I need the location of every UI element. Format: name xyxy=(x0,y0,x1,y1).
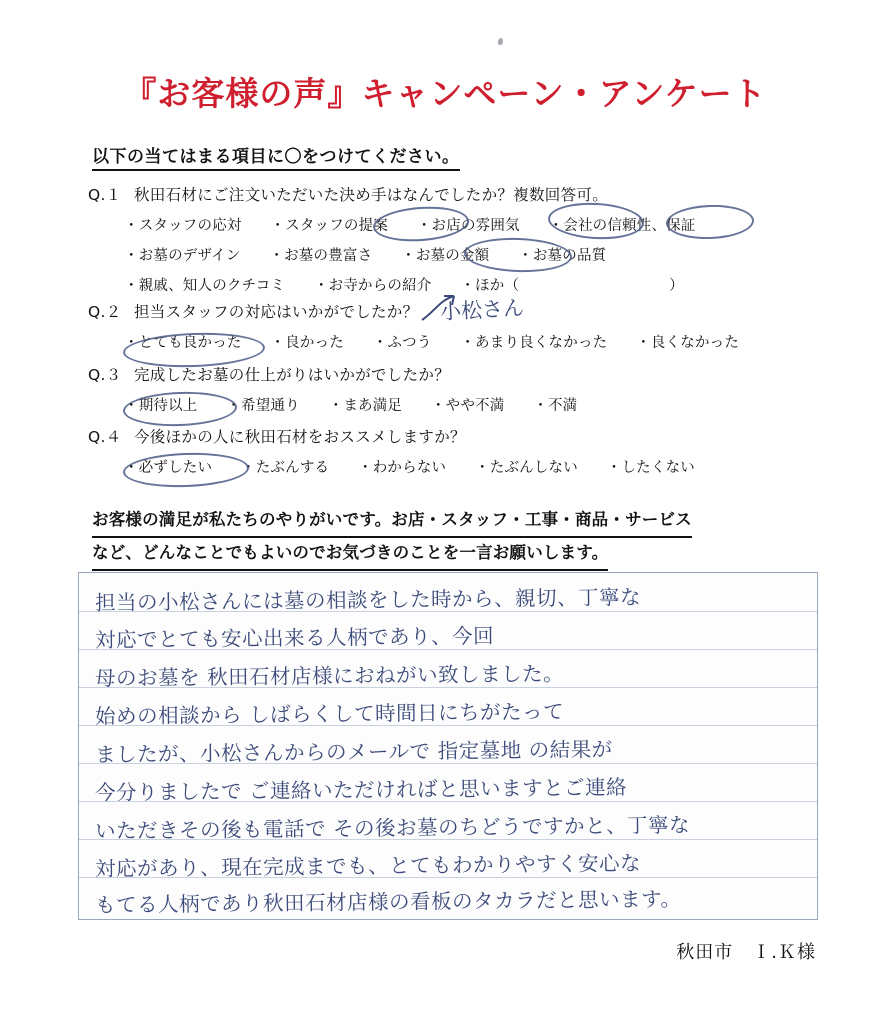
question-1-text: 秋田石材にご注文いただいた決め手はなんでしたか？複数回答可。 xyxy=(134,186,609,204)
option-as-hoped[interactable]: ・希望通り xyxy=(226,398,300,414)
handwritten-line: 母のお墓を 秋田石材店様におねがい致しました。 xyxy=(94,661,565,691)
option-slightly-dissatisfied[interactable]: ・やや不満 xyxy=(430,398,505,414)
option-not-sure[interactable]: ・わからない xyxy=(358,460,447,476)
option-not-good[interactable]: ・良くなかった xyxy=(636,335,740,351)
question-4-number: Q.４ xyxy=(88,428,122,446)
handwritten-line: いただきその後も電話で その後お墓のちどうですかと、丁寧な xyxy=(94,812,691,844)
handwritten-line: 担当の小松さんには墓の相談をした時から、親切、丁寧な xyxy=(94,585,642,615)
question-4 xyxy=(88,425,695,477)
option-grave-design[interactable]: ・お墓のデザイン xyxy=(124,248,241,264)
handwritten-line: 今分りましたで ご連絡いただければと思いますとご連絡 xyxy=(94,775,628,805)
handwritten-other-note: 小松さん xyxy=(439,295,525,325)
scan-speck xyxy=(497,38,503,46)
question-2-text: 担当スタッフの対応はいかがでしたか？ xyxy=(134,303,419,321)
option-very-good[interactable]: ・とても良かった xyxy=(124,335,242,351)
option-not-very-good[interactable]: ・あまり良くなかった xyxy=(460,335,608,351)
instruction-text: 以下の当てはまる項目に〇をつけてください。 xyxy=(92,142,460,171)
handwritten-line: 対応があり、現在完成までも、とてもわかりやすく安心な xyxy=(94,851,642,881)
option-staff-proposal[interactable]: ・スタッフの提案 xyxy=(270,218,389,234)
option-staff-response[interactable]: ・スタッフの応対 xyxy=(124,218,242,234)
question-3 xyxy=(88,363,577,415)
handwritten-line: 対応でとても安心出来る人柄であり、今回 xyxy=(94,623,495,653)
closing-line-2: など、どんなことでもよいのでお気づきのことを一言お願いします。 xyxy=(92,538,608,571)
option-dissatisfied[interactable]: ・不満 xyxy=(533,398,578,414)
option-other-open[interactable]: ・ほか（ xyxy=(460,278,520,294)
option-beyond-expectation[interactable]: ・期待以上 xyxy=(124,398,198,414)
option-probably-not[interactable]: ・たぶんしない xyxy=(475,460,578,476)
question-4-options-row-1 xyxy=(88,456,695,477)
handwritten-line: もてる人柄であり秋田石材店様の看板のタカラだと思います。 xyxy=(94,886,682,918)
question-2 xyxy=(88,300,739,352)
option-grave-price[interactable]: ・お墓の金額 xyxy=(401,248,490,264)
closing-instruction xyxy=(92,505,692,571)
option-other-close: ） xyxy=(669,278,684,294)
question-1-options-row-3 xyxy=(88,274,696,295)
question-4-line xyxy=(88,425,695,447)
option-fairly-satisfied[interactable]: ・まあ満足 xyxy=(328,398,403,414)
option-good[interactable]: ・良かった xyxy=(270,335,344,351)
question-3-line xyxy=(88,363,577,385)
question-4-text: 今後ほかの人に秋田石材をおススメしますか？ xyxy=(134,428,466,446)
option-temple-referral[interactable]: ・お寺からの紹介 xyxy=(313,278,432,294)
question-2-options-row-1 xyxy=(88,331,739,352)
question-3-number: Q.３ xyxy=(88,366,122,384)
option-grave-quality[interactable]: ・お墓の品質 xyxy=(518,248,607,264)
question-1-line xyxy=(88,183,696,205)
option-probably-recommend[interactable]: ・たぶんする xyxy=(241,460,330,476)
question-1 xyxy=(88,183,696,295)
signature: 秋田市 Ｉ.Ｋ様 xyxy=(676,942,816,963)
option-definitely-recommend[interactable]: ・必ずしたい xyxy=(124,460,213,476)
option-would-not[interactable]: ・したくない xyxy=(606,460,695,476)
page-title: 『お客様の声』キャンペーン・アンケート xyxy=(123,74,767,113)
handwritten-line: ましたが、小松さんからのメールで 指定墓地 の結果が xyxy=(94,737,613,767)
question-1-options-row-1 xyxy=(88,214,696,235)
question-1-options-row-2 xyxy=(88,244,696,265)
option-normal[interactable]: ・ふつう xyxy=(372,335,432,351)
question-1-number: Q.１ xyxy=(88,186,122,204)
option-word-of-mouth[interactable]: ・親戚、知人のクチコミ xyxy=(124,278,286,294)
closing-line-1: お客様の満足が私たちのやりがいです。お店・スタッフ・工事・商品・サービス xyxy=(92,505,692,538)
option-shop-atmosphere[interactable]: ・お店の雰囲気 xyxy=(416,218,520,234)
question-3-options-row-1 xyxy=(88,394,577,415)
answer-box[interactable] xyxy=(78,572,818,920)
question-2-line xyxy=(88,300,739,322)
option-company-trust[interactable]: ・会社の信頼性、保証 xyxy=(548,218,696,234)
handwritten-line: 始めの相談から しばらくして時間日にちがたって xyxy=(94,699,565,729)
question-2-number: Q.２ xyxy=(88,303,122,321)
option-grave-variety[interactable]: ・お墓の豊富さ xyxy=(269,248,373,264)
question-3-text: 完成したお墓の仕上がりはいかがでしたか？ xyxy=(134,366,451,384)
